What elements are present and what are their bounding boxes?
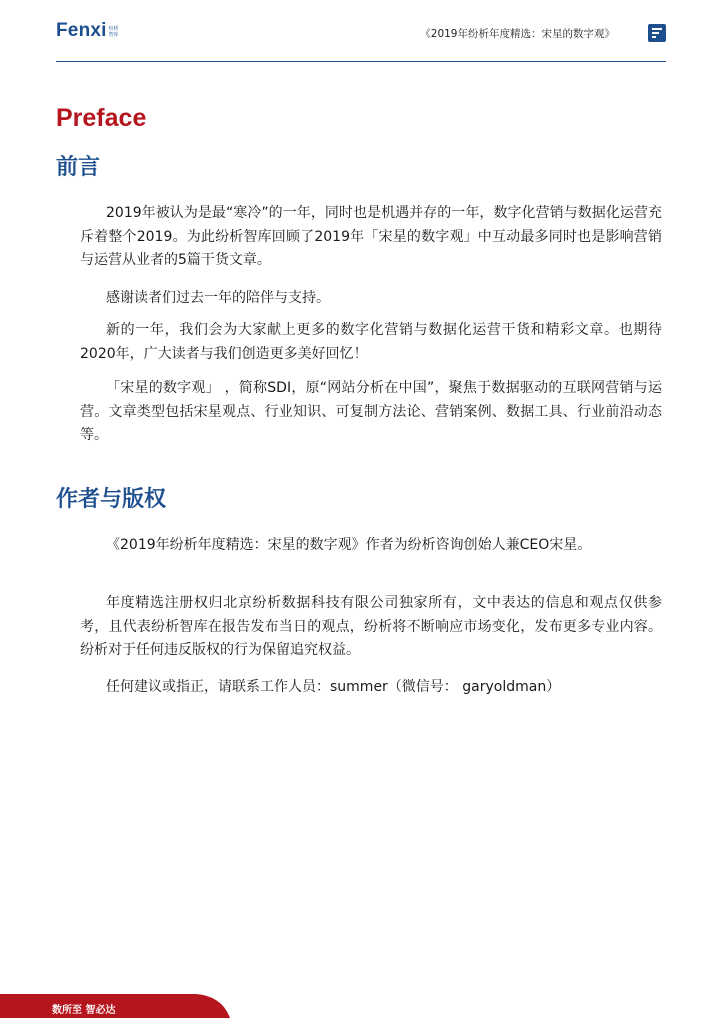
preface-paragraph-1: 2019年被认为是最“寒冷”的一年，同时也是机遇并存的一年，数字化营销与数据化运营充斥着整个2019。为此纷析智库回顾了2019年「宋星的数字观」中互动最多同时也是影响营销与运营从业者的5篇干货文章。 (80, 205, 662, 268)
preface-paragraph-2: 感谢读者们过去一年的陪伴与支持。 (106, 290, 330, 306)
document-icon (648, 24, 666, 42)
page-header (0, 0, 720, 62)
header-divider (56, 61, 666, 62)
preface-paragraph-4: 「宋星的数字观」 ，简称SDI，原“网站分析在中国”，聚焦于数据驱动的互联网营销与运营。文章类型包括宋星观点、行业知识、可复制方法论、营销案例、数据工具、行业前沿动态等。 (80, 380, 662, 443)
preface-paragraph-3: 新的一年，我们会为大家献上更多的数字化营销与数据化运营干货和精彩文章。也期待2020年，广大读者与我们创造更多美好回忆！ (80, 322, 662, 362)
preface-title-cn: 前言 (56, 155, 101, 180)
copyright-paragraph-2: 年度精选注册权归北京纷析数据科技有限公司独家所有，文中表达的信息和观点仅供参考，且代表纷析智库在报告发布当日的观点，纷析将不断响应市场变化，发布更多专业内容。纷析对于任何违反版权的行为保留追究权益。 (80, 595, 662, 658)
logo-subtitle: 纷析智库 (108, 26, 119, 38)
preface-title-en: Preface (56, 104, 147, 132)
document-title: 《2019年纷析年度精选：宋星的数字观》 (420, 28, 615, 40)
logo-wordmark: Fenxi (56, 20, 107, 41)
copyright-paragraph-3: 任何建议或指正，请联系工作人员：summer（微信号： garyoldman） (106, 679, 561, 695)
fenxi-logo (56, 20, 121, 42)
copyright-title: 作者与版权 (56, 487, 167, 512)
copyright-paragraph-1: 《2019年纷析年度精选：宋星的数字观》作者为纷析咨询创始人兼CEO宋星。 (106, 537, 592, 553)
footer-slogan: 数所至 智必达 (52, 1005, 116, 1016)
